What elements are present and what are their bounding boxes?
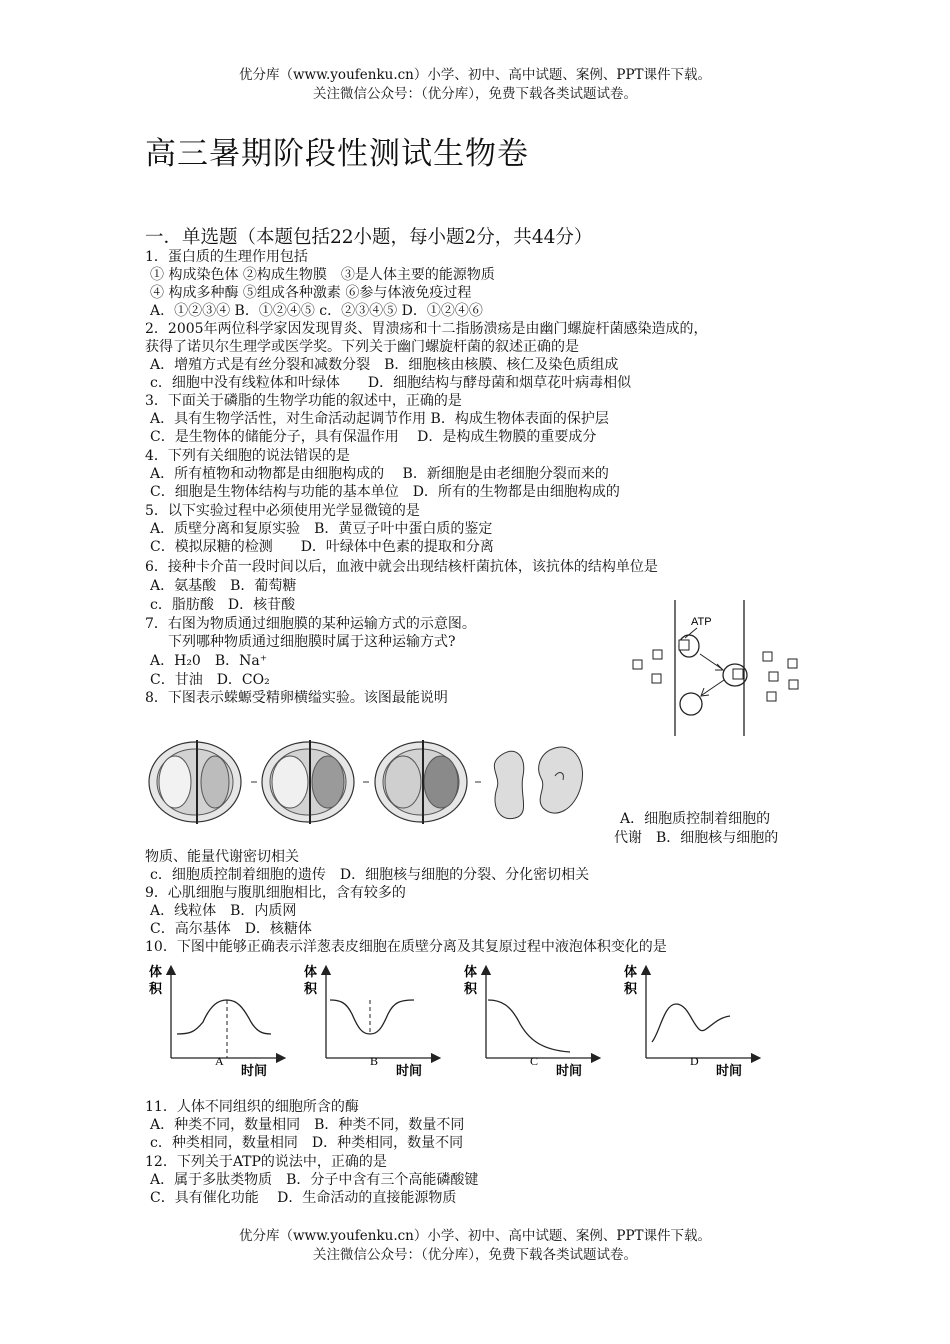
q11-options-ab: A．种类不同，数量相同 B．种类不同，数量不同 bbox=[150, 1117, 465, 1133]
q9-options-cd: C．高尔基体 D．核糖体 bbox=[150, 921, 312, 937]
graph-C bbox=[464, 964, 596, 1079]
q4-options-cd: C．细胞是生物体结构与功能的基本单位 D．所有的生物都是由细胞构成的 bbox=[150, 484, 620, 500]
q7-stem-cont: 下列哪种物质通过细胞膜时属于这种运输方式? bbox=[168, 634, 456, 650]
q7-options-ab: A．H₂0 B．Na⁺ bbox=[150, 653, 268, 669]
q12-stem: 12．下列关于ATP的说法中，正确的是 bbox=[145, 1154, 387, 1170]
q11-options-cd: c．种类相同，数量相同 D．种类相同，数量不同 bbox=[150, 1135, 464, 1151]
y-label-top: 体 bbox=[464, 965, 478, 980]
q2-stem-cont: 获得了诺贝尔生理学或医学奖。下列关于幽门螺旋杆菌的叙述正确的是 bbox=[145, 339, 579, 355]
q10-stem: 10．下图中能够正确表示洋葱表皮细胞在质壁分离及其复原过程中液泡体积变化的是 bbox=[145, 939, 667, 955]
page-footer bbox=[0, 1227, 950, 1265]
footer-line-1: 优分库（www.youfenku.cn）小学、初中、高中试题、案例、PPT课件下载。 bbox=[238, 1228, 712, 1244]
membrane-transport-figure bbox=[625, 598, 805, 738]
y-label-top: 体 bbox=[624, 965, 638, 980]
volume-curve bbox=[652, 1004, 730, 1042]
footer-line-2: 关注微信公众号：（优分库），免费下载各类试题试卷。 bbox=[313, 1247, 637, 1263]
q8-stem: 8．下图表示蝾螈受精卵横缢实验。该图最能说明 bbox=[145, 690, 448, 706]
q6-options-ab: A．氨基酸 B．葡萄糖 bbox=[150, 578, 297, 594]
q3-options-ab: A．具有生物学活性，对生命活动起调节作用 B．构成生物体表面的保护层 bbox=[150, 411, 609, 427]
q9-stem: 9．心肌细胞与腹肌细胞相比，含有较多的 bbox=[145, 885, 406, 901]
q4-options-ab: A．所有植物和动物都是由细胞构成的 B．新细胞是由老细胞分裂而来的 bbox=[150, 466, 609, 482]
x-label: 时间 bbox=[241, 1064, 268, 1079]
y-label-top: 体 bbox=[149, 965, 163, 980]
y-label-top: 体 bbox=[304, 965, 318, 980]
q3-stem: 3．下面关于磷脂的生物学功能的叙述中，正确的是 bbox=[145, 393, 462, 409]
vacuole-volume-graphs bbox=[145, 962, 785, 1080]
page-title: 高三暑期阶段性测试生物卷 bbox=[145, 136, 529, 172]
q4-stem: 4．下列有关细胞的说法错误的是 bbox=[145, 448, 350, 464]
x-label: 时间 bbox=[556, 1064, 583, 1079]
y-label-bottom: 积 bbox=[149, 982, 163, 997]
q2-options-ab: A．增殖方式是有丝分裂和减数分裂 B．细胞核由核膜、核仁及染色质组成 bbox=[150, 357, 619, 373]
y-label-bottom: 积 bbox=[464, 982, 478, 997]
section-heading: 一．单选题（本题包括22小题，每小题2分，共44分） bbox=[145, 227, 593, 248]
q6-options-cd: c．脂肪酸 D．核苷酸 bbox=[150, 597, 296, 613]
q5-options-cd: C．模拟尿糖的检测 D．叶绿体中色素的提取和分离 bbox=[150, 539, 494, 555]
q8-options-cd: c．细胞质控制着细胞的遗传 D．细胞核与细胞的分裂、分化密切相关 bbox=[150, 867, 590, 883]
q12-options-cd: C．具有催化功能 D．生命活动的直接能源物质 bbox=[150, 1190, 457, 1206]
q5-options-ab: A．质壁分离和复原实验 B．黄豆子叶中蛋白质的鉴定 bbox=[150, 521, 493, 537]
graph-B bbox=[304, 964, 436, 1079]
egg-stage-3 bbox=[375, 740, 467, 824]
graph-D bbox=[624, 964, 756, 1079]
y-label-bottom: 积 bbox=[304, 982, 318, 997]
q1-options: A．①②③④ B．①②④⑤ c．②③④⑤ D．①②④⑥ bbox=[150, 303, 483, 319]
x-label: 时间 bbox=[716, 1064, 743, 1079]
q1-stem: 1．蛋白质的生理作用包括 bbox=[145, 249, 308, 265]
embryo-stage-4 bbox=[494, 747, 582, 819]
q1-items-a: ① 构成染色体 ②构成生物膜 ③是人体主要的能源物质 bbox=[150, 267, 495, 283]
solute-square bbox=[679, 640, 689, 650]
y-label-bottom: 积 bbox=[624, 982, 638, 997]
q6-stem: 6．接种卡介苗一段时间以后，血液中就会出现结核杆菌抗体，该抗体的结构单位是 bbox=[145, 559, 658, 575]
q3-options-cd: C．是生物体的储能分子，具有保温作用 D．是构成生物膜的重要成分 bbox=[150, 429, 597, 445]
atp-label: ATP bbox=[691, 616, 712, 628]
volume-curve bbox=[330, 1000, 414, 1034]
q5-stem: 5．以下实验过程中必须使用光学显微镜的是 bbox=[145, 503, 420, 519]
newt-egg-figure bbox=[145, 736, 590, 828]
graph-A bbox=[149, 964, 281, 1079]
x-label: 时间 bbox=[396, 1064, 423, 1079]
page-header bbox=[0, 66, 950, 104]
header-line-2: 关注微信公众号：（优分库），免费下载各类试题试卷。 bbox=[313, 86, 637, 102]
q2-options-cd: c．细胞中没有线粒体和叶绿体 D．细胞结构与酵母菌和烟草花叶病毒相似 bbox=[150, 375, 632, 391]
q1-items-b: ④ 构成多种酶 ⑤组成各种激素 ⑥参与体液免疫过程 bbox=[150, 285, 472, 301]
header-line-1: 优分库（www.youfenku.cn）小学、初中、高中试题、案例、PPT课件下载。 bbox=[238, 67, 712, 83]
graph-letter: A bbox=[215, 1054, 224, 1068]
q8-option-b-cont: 物质、能量代谢密切相关 bbox=[145, 849, 299, 865]
volume-curve bbox=[177, 1000, 271, 1034]
egg-stage-1 bbox=[149, 740, 241, 824]
q9-options-ab: A．线粒体 B．内质网 bbox=[150, 903, 297, 919]
volume-curve bbox=[488, 1000, 570, 1052]
q8-option-b: 代谢 B．细胞核与细胞的 bbox=[614, 830, 779, 846]
carrier-protein-bottom bbox=[680, 693, 702, 715]
q11-stem: 11．人体不同组织的细胞所含的酶 bbox=[145, 1099, 359, 1115]
q2-stem: 2．2005年两位科学家因发现胃炎、胃溃疡和十二指肠溃疡是由幽门螺旋杆菌感染造成的， bbox=[145, 321, 708, 337]
q8-option-a: A．细胞质控制着细胞的 bbox=[620, 811, 771, 827]
graph-letter: C bbox=[530, 1054, 539, 1068]
graph-letter: D bbox=[690, 1054, 699, 1068]
q7-options-cd: C．甘油 D．CO₂ bbox=[150, 672, 270, 688]
graph-letter: B bbox=[370, 1054, 379, 1068]
q7-stem: 7．右图为物质通过细胞膜的某种运输方式的示意图。 bbox=[145, 616, 476, 632]
q12-options-ab: A．属于多肽类物质 B．分子中含有三个高能磷酸键 bbox=[150, 1172, 479, 1188]
egg-stage-2 bbox=[262, 740, 354, 824]
